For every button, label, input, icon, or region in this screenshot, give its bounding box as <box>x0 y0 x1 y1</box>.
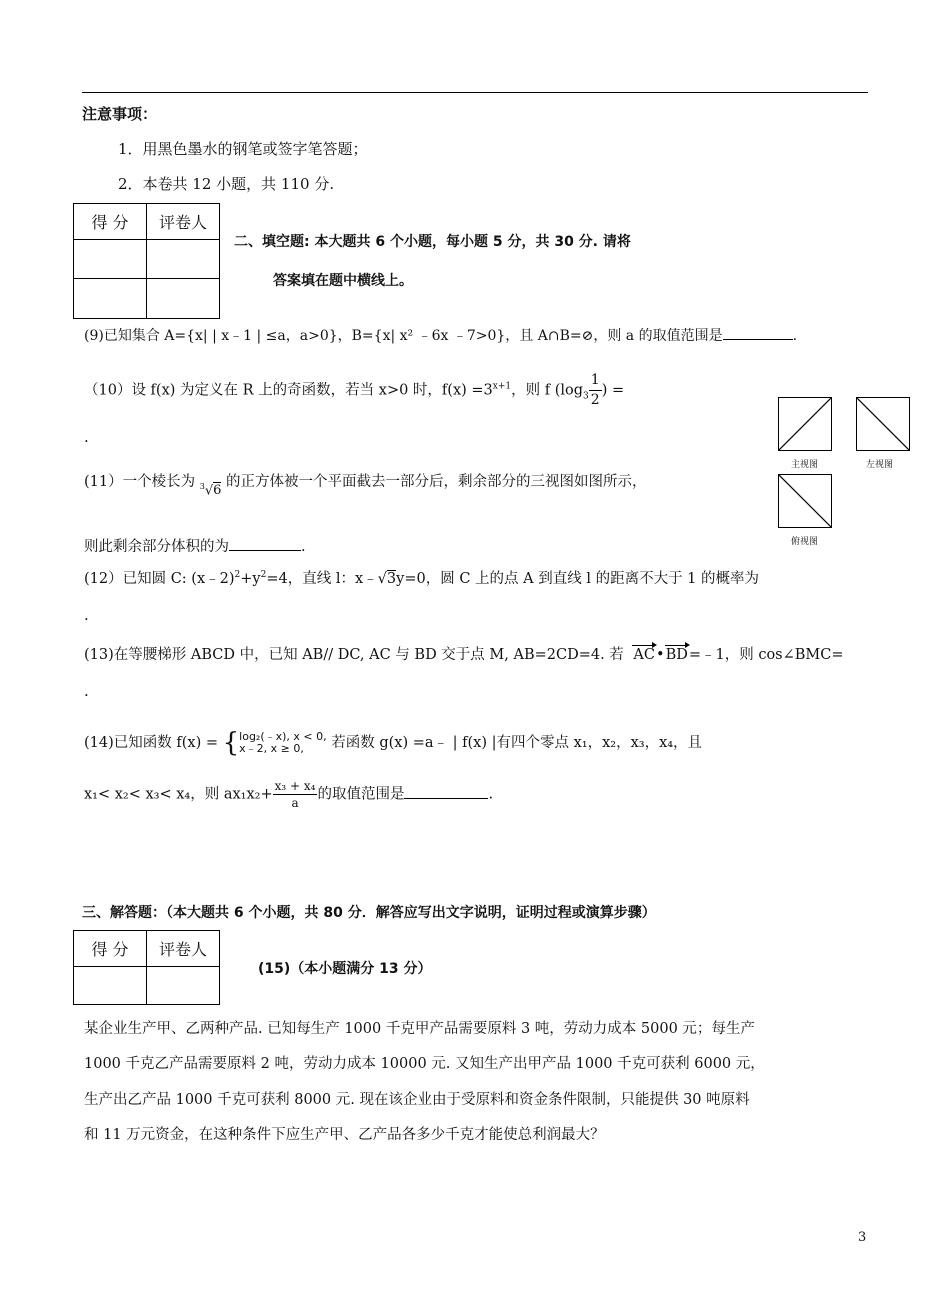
question-11 <box>84 470 647 498</box>
question-9-text: (9)已知集合 A={x| | x﹣1 | ≤a，a>0}，B={x| x² ﹣6x ﹣7>0}，且 A∩B=⊘，则 a 的取值范围是 <box>84 328 723 344</box>
question-13-line2: . <box>84 682 89 700</box>
question-11-end: . <box>301 539 306 555</box>
question-10-text-1: （10）设 f(x) 为定义在 R 上的奇函数，若当 x>0 时，f(x) =3 <box>84 382 493 399</box>
score-cell <box>74 279 147 319</box>
question-10-fraction <box>589 371 602 410</box>
question-14-line2-text-1: x₁< x₂< x₃< x₄，则 ax₁x₂+ <box>84 786 273 803</box>
question-13 <box>84 643 844 664</box>
sqrt-radicand: 3 <box>386 571 397 587</box>
root-radicand: 6 <box>213 483 222 498</box>
grader-header: 评卷人 <box>147 931 220 967</box>
answer-blank-14[interactable] <box>404 784 488 799</box>
question-13-text-1: (13)在等腰梯形 ABCD 中，已知 AB// DC, AC 与 BD 交于点 M, AB=2CD=4. 若 <box>84 647 624 663</box>
question-9-end: . <box>792 328 798 344</box>
grader-header: 评卷人 <box>147 204 220 240</box>
square-exponent: 2 <box>234 570 241 581</box>
dot-product-symbol: • <box>656 647 665 663</box>
side-view-diagram <box>856 397 910 451</box>
fraction-numerator: 1 <box>589 371 602 391</box>
question-12-text-1: (12）已知圆 C: (x﹣2) <box>84 571 235 587</box>
fraction-denominator: a <box>291 796 299 811</box>
piecewise-cases <box>239 731 326 754</box>
section2-heading-2: 答案填在题中横线上。 <box>273 273 413 289</box>
question-12 <box>84 567 759 588</box>
notice-item-1: 1．用黑色墨水的钢笔或签字笔答题； <box>118 140 368 158</box>
answer-blank-11[interactable] <box>229 536 301 551</box>
score-table <box>73 203 220 319</box>
score-header: 得 分 <box>74 931 147 967</box>
score-table-2 <box>73 930 220 1005</box>
score-cell <box>74 967 147 1005</box>
question-15-title: (15)（本小题满分 13 分） <box>258 961 432 977</box>
piecewise-case-2: x﹣2, x ≥ 0, <box>239 742 304 755</box>
side-view-label: 左视图 <box>866 460 894 470</box>
question-14-text-2: 若函数 g(x) =a﹣ | f(x) |有四个零点 x₁，x₂，x₃，x₄，且 <box>331 735 703 751</box>
piecewise-brace: { <box>222 728 240 758</box>
grader-cell <box>147 279 220 319</box>
question-12-line2: . <box>84 606 89 624</box>
piecewise-case-1: log₂(﹣x), x < 0, <box>239 730 327 744</box>
question-13-text-2: =﹣1，则 cos∠BMC= <box>688 647 844 663</box>
vector-ac: AC <box>633 647 655 663</box>
score-cell <box>74 240 147 279</box>
vector-bd: BD <box>665 647 688 663</box>
question-12-text-4: y=0，圆 C 上的点 A 到直线 l 的距离不大于 1 的概率为 <box>396 571 760 587</box>
sqrt-symbol: √3 <box>377 571 397 587</box>
question-10-text-2: ，则 f (log <box>511 382 584 399</box>
question-10-line2: . <box>84 428 89 446</box>
score-header: 得 分 <box>74 204 147 240</box>
question-11-line2-text: 则此剩余部分体积的为 <box>84 539 229 555</box>
question-10-exponent: x+1 <box>492 381 512 392</box>
question-15-line-4: 和 11 万元资金，在这种条件下应生产甲、乙产品各多少千克才能使总利润最大？ <box>84 1127 605 1143</box>
top-view-label: 俯视图 <box>791 537 819 547</box>
answer-blank-9[interactable] <box>723 325 793 340</box>
grader-cell <box>147 240 220 279</box>
question-11-text-2: 的正方体被一个平面截去一部分后，剩余部分的三视图如图所示， <box>226 474 647 490</box>
question-14-fraction <box>273 778 318 811</box>
question-9 <box>84 325 797 345</box>
question-15-line-1: 某企业生产甲、乙两种产品. 已知每生产 1000 千克甲产品需要原料 3 吨，劳动力成本 5000 元；每生产 <box>84 1021 755 1037</box>
question-10-text-3: ) = <box>601 382 625 399</box>
notice-title: 注意事项： <box>82 105 158 123</box>
notice-item-2: 2．本卷共 12 小题，共 110 分. <box>118 175 335 193</box>
question-10 <box>84 371 624 410</box>
question-11-text-1: (11）一个棱长为 <box>84 474 196 490</box>
question-12-text-3: =4，直线 l：x﹣ <box>266 571 378 587</box>
fraction-numerator: x₃ + x₄ <box>273 778 318 795</box>
top-view-diagram <box>778 474 832 528</box>
header-rule <box>82 92 868 93</box>
front-view-diagram <box>778 397 832 451</box>
grader-cell <box>147 967 220 1005</box>
square-exponent: 2 <box>260 570 267 581</box>
question-15-line-3: 生产出乙产品 1000 千克可获利 8000 元. 现在该企业由于受原料和资金条件限制，只能提供 30 吨原料 <box>84 1092 750 1108</box>
question-14-end: . <box>488 786 494 803</box>
root-index: 3 <box>199 481 205 491</box>
question-10-log-base: 3 <box>583 391 589 402</box>
question-14-line2 <box>84 778 493 811</box>
question-14 <box>84 730 702 756</box>
section2-heading: 二、填空题: 本大题共 6 个小题，每小题 5 分，共 30 分. 请将 <box>234 234 631 250</box>
question-12-text-2: +y <box>240 571 261 587</box>
question-14-text-1: (14)已知函数 f(x) = <box>84 735 218 751</box>
fraction-denominator: 2 <box>590 391 600 408</box>
page-number: 3 <box>858 1230 867 1245</box>
question-14-line2-text-2: 的取值范围是 <box>317 786 405 803</box>
question-15-line-2: 1000 千克乙产品需要原料 2 吨，劳动力成本 10000 元. 又知生产出甲产品 1000 千克可获利 6000 元， <box>84 1056 765 1072</box>
question-11-line2 <box>84 535 306 556</box>
front-view-label: 主视图 <box>791 460 819 470</box>
section3-heading: 三、解答题：（本大题共 6 个小题，共 80 分．解答应写出文字说明，证明过程或演算步骤） <box>82 905 656 921</box>
cube-root-symbol: $^3$√6 <box>199 481 222 498</box>
